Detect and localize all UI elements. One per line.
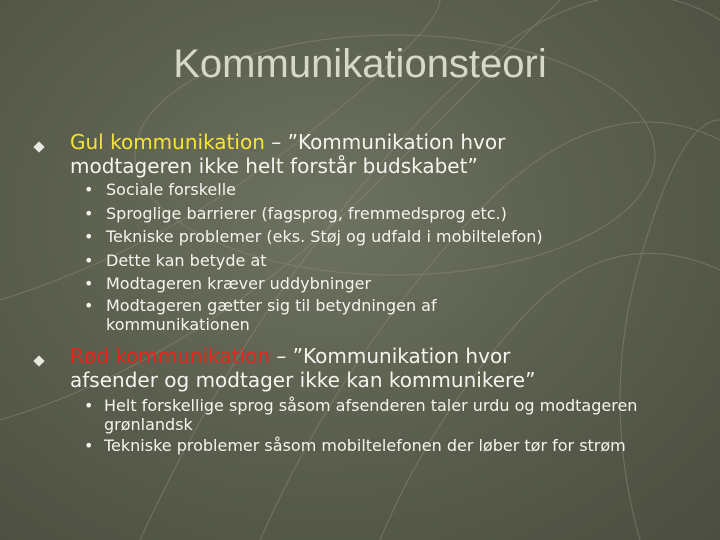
list-item: • Modtageren gætter sig til betydningen af kommunikationen [84,295,437,334]
section-yellow-quote-end: modtageren ikke helt forstår budskabet” [70,154,478,178]
list-item: • Tekniske problemer såsom mobiltelefonen der løber tør for strøm [84,436,626,455]
red-label: Rød kommunikation [70,344,270,368]
list-item: • Modtageren kræver uddybninger [84,274,372,293]
slide-title: Kommunikationsteori [173,42,547,86]
section-red-quote-start: – ”Kommunikation hvor [269,344,511,368]
section-yellow-quote-start: – ”Kommunikation hvor [264,130,506,154]
list-item: • Tekniske problemer (eks. Støj og udfald i mobiltelefon) [84,227,543,246]
list-item: • Dette kan betyde at [84,250,267,270]
yellow-label: Gul kommunikation [70,130,265,154]
section-red-list [84,396,684,457]
list-item: • Sproglige barrierer (fagsprog, fremmedsprog etc.) [84,203,507,223]
list-item: • Helt forskellige sprog såsom afsenderen taler urdu og modtageren grønlandsk [84,396,638,434]
list-item: • Sociale forskelle [84,180,236,199]
section-yellow-list [84,178,684,334]
section-red-heading [70,344,690,392]
section-yellow-heading [70,130,690,178]
section-red-quote-end: afsender og modtager ikke kan kommunikere” [70,368,536,392]
